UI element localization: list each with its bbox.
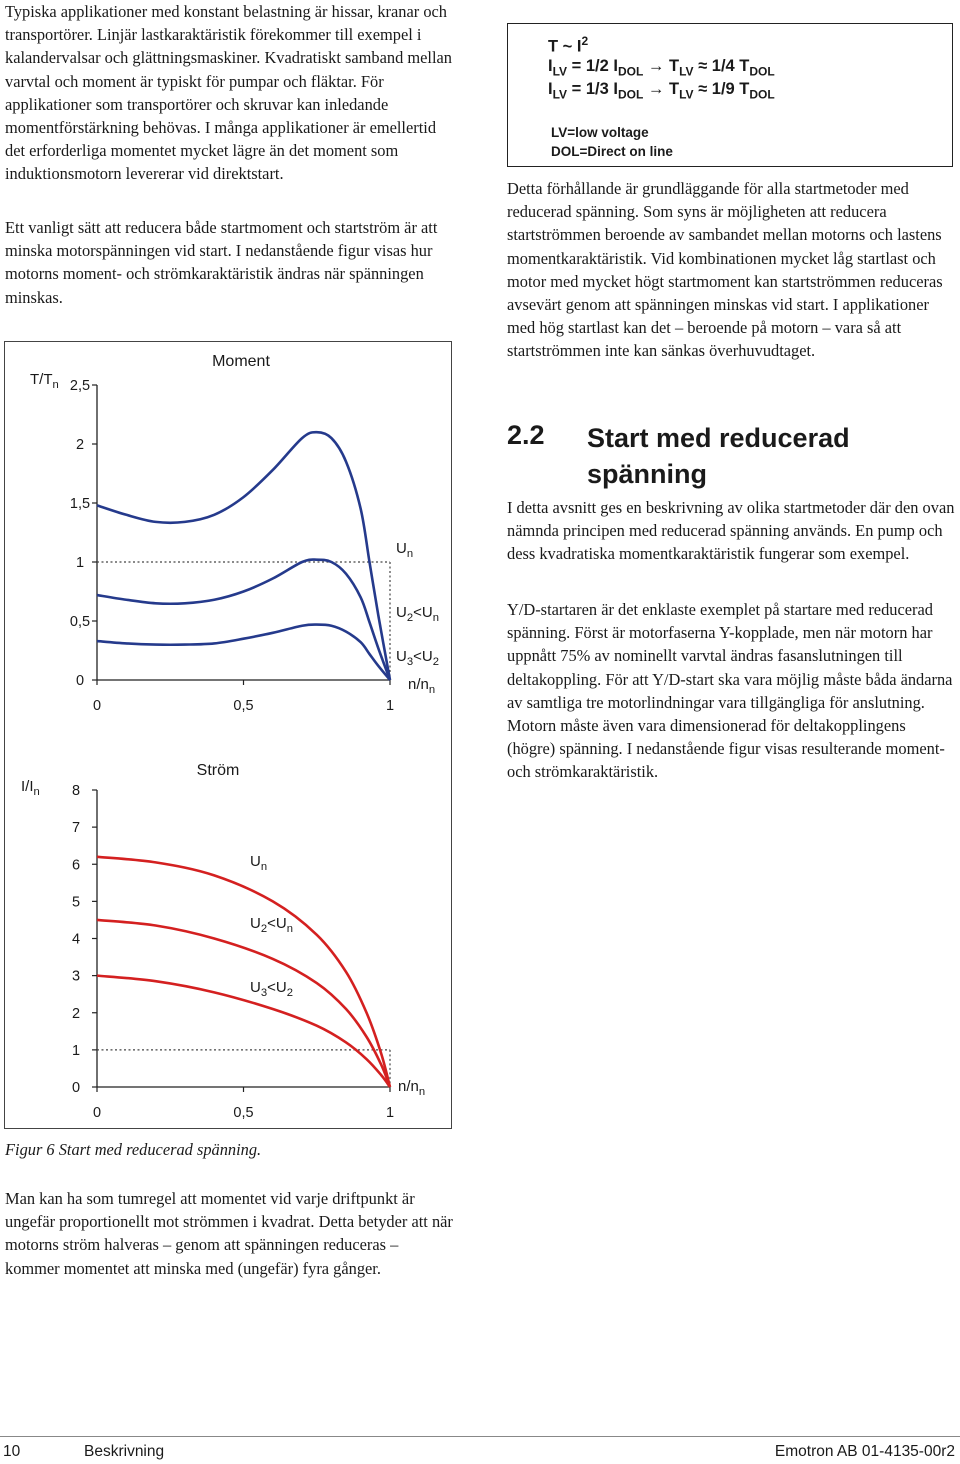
approx-icon: ≈ — [698, 57, 708, 75]
torque-curve-2 — [97, 560, 390, 680]
current-y-tick-label: 7 — [71, 820, 81, 837]
current-y-axis-label: $I/I_n$ — [21, 778, 40, 798]
arrow-icon: → — [647, 57, 665, 75]
torque-series-label-3: $U_3<U_2$ — [396, 648, 439, 668]
formula-line-1: T ~ $I^2$ — [548, 34, 589, 56]
formula-line-2: $I_{LV} = 1/2$ $I_{DOL} \to T_{LV} \approx 1/4$ $T_{DOL}$ — [548, 57, 775, 79]
footer-document-id: Emotron AB 01-4135-00r2 — [774, 1443, 955, 1460]
yd-starter-paragraph: Y/D-startaren är det enklaste exemplet på startare med reducerad spänning. Först är motorfaserna Y-kopplade, men när motorn har uppnått 75% av nominellt varvtal ändras fasanslutningen till deltakoppling. För att Y/D-start ska vara möjlig måste båda ändarna av samtliga tre motorlindningar vara tillgängliga för anslutning. Motorn måste även vara dimensionerad för deltakopplingens (högre) spänning. I nedanstående figur visas resulterande moment- och strömkaraktäristik. — [507, 600, 953, 782]
torque-x-tick-label: 1 — [385, 698, 395, 714]
current-series-label-1: $U_n$ — [250, 853, 268, 873]
torque-x-axis-label: $n/n_n$ — [408, 676, 436, 696]
approx-icon: ≈ — [698, 80, 708, 98]
current-y-tick-label: 6 — [71, 857, 81, 874]
formula-note-dol: DOL=Direct on line — [551, 144, 673, 159]
current-x-tick-label: 0 — [92, 1105, 102, 1121]
current-x-tick-label: 0,5 — [233, 1105, 254, 1121]
section-number: 2.2 — [507, 420, 545, 450]
current-y-tick-label: 1 — [71, 1042, 81, 1059]
voltage-reduction-paragraph: Ett vanligt sätt att reducera både startmoment och startström är att minska motorspänningen vid start. I nedanstående figur visas hur motorns moment- och strömkaraktäristik ändras när spänningen minskas. — [5, 218, 438, 307]
relation-paragraph: Detta förhållande är grundläggande för alla startmetoder med reducerad spänning. Som syns är möjligheten att reducera startströmmen beroende av sambandet mellan motorns och lastens momentkaraktäristik. Vid kombinationen mycket låg startlast och motor med mycket högt startmoment kan startströmmen reduceras avsevärt genom att spänningen minskas vid start. I applikationer med hög startlast kan det – beroende på motorn – vara så att startströmmen inte kan sänkas överhuvudtaget. — [507, 179, 943, 361]
torque-series-label-1: $U_n$ — [396, 540, 414, 560]
torque-curve-1 — [97, 432, 390, 680]
current-y-tick-label: 5 — [71, 894, 81, 911]
current-curve-2 — [97, 920, 390, 1087]
current-curve-3 — [97, 976, 390, 1087]
section-intro-paragraph: I detta avsnitt ges en beskrivning av olika startmetoder där den ovan nämnda principen med reducerad spänning används. En pump och dess kvadratiska momentkaraktäristik fungerar som exempel. — [507, 498, 955, 564]
torque-y-tick-label: 0,5 — [69, 614, 91, 630]
torque-series-label-2: $U_2<U_n$ — [396, 604, 439, 624]
torque-y-tick-label: 2 — [75, 437, 85, 453]
torque-curve-3 — [97, 625, 390, 680]
current-y-tick-label: 8 — [71, 783, 81, 799]
torque-y-tick-label: 2,5 — [69, 378, 91, 394]
formula-note-lv: LV=low voltage — [551, 125, 649, 140]
torque-chart-title: Moment — [212, 353, 270, 370]
torque-y-tick-label: 0 — [75, 673, 85, 689]
figure-caption: Figur 6 Start med reducerad spänning. — [5, 1140, 262, 1159]
current-chart-title: Ström — [196, 762, 240, 779]
intro-paragraph: Typiska applikationer med konstant belastning är hissar, kranar och transportörer. Linjär lastkaraktäristik förekommer till exempel i kalandervalsar och glättningsmaskiner. Kvadratiskt samband mellan varvtal och moment är typiskt för pumpar och fläktar. För applikationer som transportörer och skruvar kan inledande momentförstärkning behövas. I många applikationer är emellertid det erforderliga momentet mycket lägre än det moment som induktionsmotorn levererar vid direktstart. — [5, 2, 452, 184]
current-curve-1 — [97, 857, 390, 1087]
arrow-icon: → — [647, 80, 665, 98]
torque-x-tick-label: 0,5 — [233, 698, 254, 714]
torque-y-axis-label: $T/T_n$ — [30, 371, 59, 391]
current-y-tick-label: 0 — [71, 1080, 81, 1096]
current-y-tick-label: 2 — [71, 1005, 81, 1022]
current-series-label-3: $U_3<U_2$ — [250, 979, 293, 999]
torque-y-tick-label: 1 — [75, 555, 85, 571]
torque-y-tick-label: 1,5 — [69, 496, 91, 512]
torque-x-tick-label: 0 — [92, 698, 102, 714]
current-x-tick-label: 1 — [385, 1105, 395, 1121]
footer-section: Beskrivning — [84, 1443, 165, 1460]
footer-rule — [0, 1436, 960, 1437]
current-y-tick-label: 3 — [71, 968, 81, 985]
footer-page-number: 10 — [3, 1443, 21, 1460]
formula-line-3: $I_{LV} = 1/3$ $I_{DOL} \to T_{LV} \approx 1/9$ $T_{DOL}$ — [548, 80, 775, 102]
current-y-tick-label: 4 — [71, 931, 81, 948]
section-title: Start med reducerad spänning — [587, 423, 850, 489]
current-x-axis-label: $n/n_n$ — [398, 1078, 426, 1098]
rule-of-thumb-paragraph: Man kan ha som tumregel att momentet vid varje driftpunkt är ungefär proportionellt mot strömmen i kvadrat. Detta betyder att när motorns ström halveras – genom att spänningen reduceras – kommer momentet att minska med (ungefär) fyra gånger. — [5, 1189, 453, 1278]
current-series-label-2: $U_2<U_n$ — [250, 915, 293, 935]
